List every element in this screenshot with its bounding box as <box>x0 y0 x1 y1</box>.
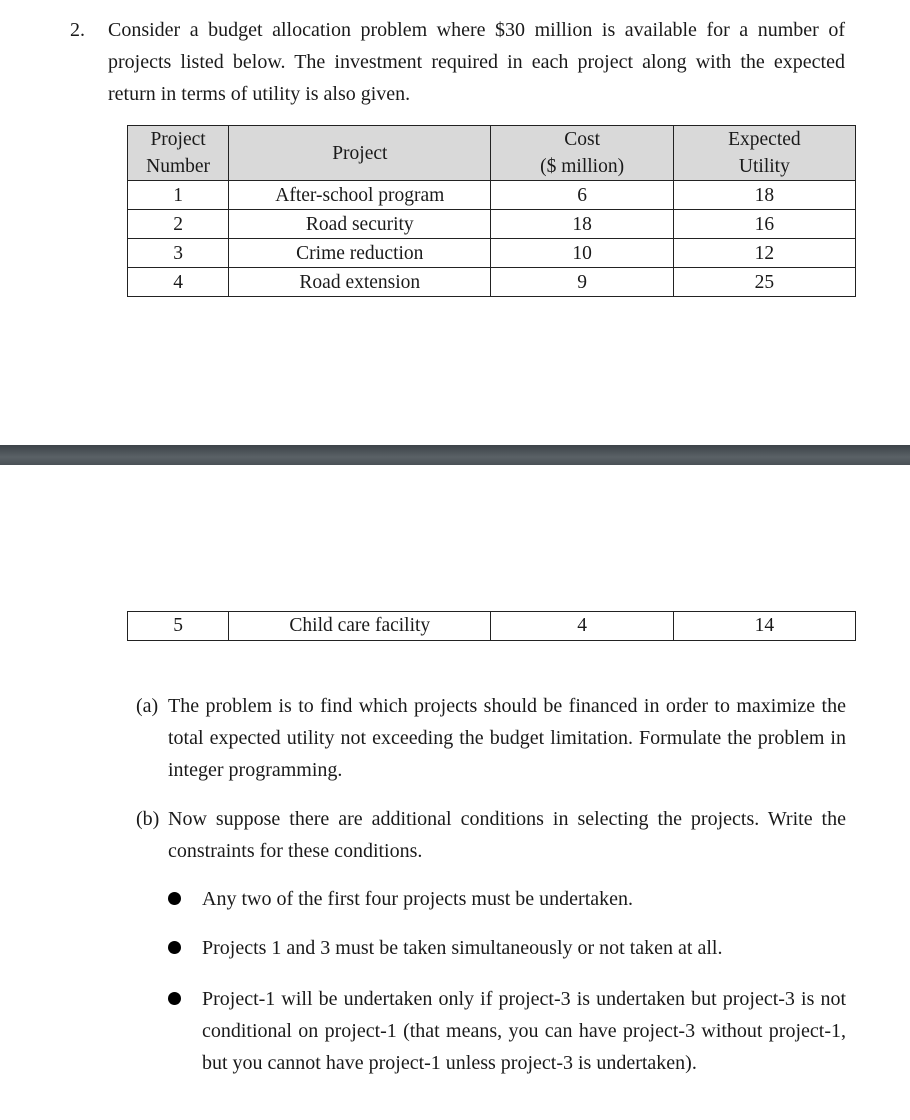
part-b <box>136 803 846 867</box>
header-cost-line2: ($ million) <box>540 156 625 177</box>
cell-utility: 14 <box>673 612 855 641</box>
header-project-number <box>128 126 229 181</box>
part-a <box>136 690 846 786</box>
cell-number: 4 <box>128 268 229 297</box>
header-project-number-line2: Number <box>146 156 211 177</box>
cell-project: Crime reduction <box>229 239 491 268</box>
question-number: 2. <box>70 19 85 41</box>
part-b-label: (b) <box>136 808 160 830</box>
bullet-icon <box>168 992 181 1005</box>
table-header-row <box>128 126 856 181</box>
question-text: Consider a budget allocation problem where $30 million is available for a number of projects listed below. The investment required in each project along with the expected return in terms of utility is also given. <box>108 19 845 105</box>
cell-utility: 25 <box>673 268 855 297</box>
condition-text: Projects 1 and 3 must be taken simultaneously or not taken at all. <box>202 937 723 959</box>
cell-number: 1 <box>128 181 229 210</box>
cell-utility: 16 <box>673 210 855 239</box>
bullet-icon <box>168 892 181 905</box>
condition-text: Project-1 will be undertaken only if project-3 is undertaken but project-3 is not conditional on project-1 (that means, you can have project-3 without project-1, but you cannot have project-1 unless project-3 is undertaken). <box>202 988 846 1074</box>
condition-item <box>168 883 846 915</box>
condition-item <box>168 932 846 964</box>
cell-cost: 4 <box>491 612 673 641</box>
cell-number: 5 <box>128 612 229 641</box>
projects-table-continued <box>127 611 856 641</box>
condition-item <box>168 983 846 1079</box>
cell-project: After-school program <box>229 181 491 210</box>
cell-cost: 18 <box>491 210 673 239</box>
cell-utility: 12 <box>673 239 855 268</box>
cell-cost: 6 <box>491 181 673 210</box>
header-utility <box>673 126 855 181</box>
cell-cost: 10 <box>491 239 673 268</box>
bullet-icon <box>168 941 181 954</box>
header-project-number-line1: Project <box>150 129 206 150</box>
header-cost-line1: Cost <box>564 129 600 150</box>
condition-text: Any two of the first four projects must be undertaken. <box>202 888 634 910</box>
table-row <box>128 612 856 641</box>
header-cost <box>491 126 673 181</box>
page-break-divider <box>0 445 910 465</box>
cell-utility: 18 <box>673 181 855 210</box>
part-b-text: Now suppose there are additional conditions in selecting the projects. Write the constraints for these conditions. <box>168 808 846 862</box>
cell-project: Road extension <box>229 268 491 297</box>
table-row <box>128 239 856 268</box>
cell-project: Child care facility <box>229 612 491 641</box>
cell-project: Road security <box>229 210 491 239</box>
part-a-label: (a) <box>136 695 159 717</box>
cell-number: 2 <box>128 210 229 239</box>
cell-cost: 9 <box>491 268 673 297</box>
header-utility-line2: Utility <box>738 156 790 177</box>
table-row <box>128 181 856 210</box>
table-row <box>128 210 856 239</box>
projects-table <box>127 125 856 297</box>
part-a-text: The problem is to find which projects should be financed in order to maximize the total expected utility not exceeding the budget limitation. Formulate the problem in integer programming. <box>168 695 846 781</box>
table-row <box>128 268 856 297</box>
cell-number: 3 <box>128 239 229 268</box>
header-project: Project <box>229 126 491 181</box>
header-utility-line1: Expected <box>728 129 801 150</box>
